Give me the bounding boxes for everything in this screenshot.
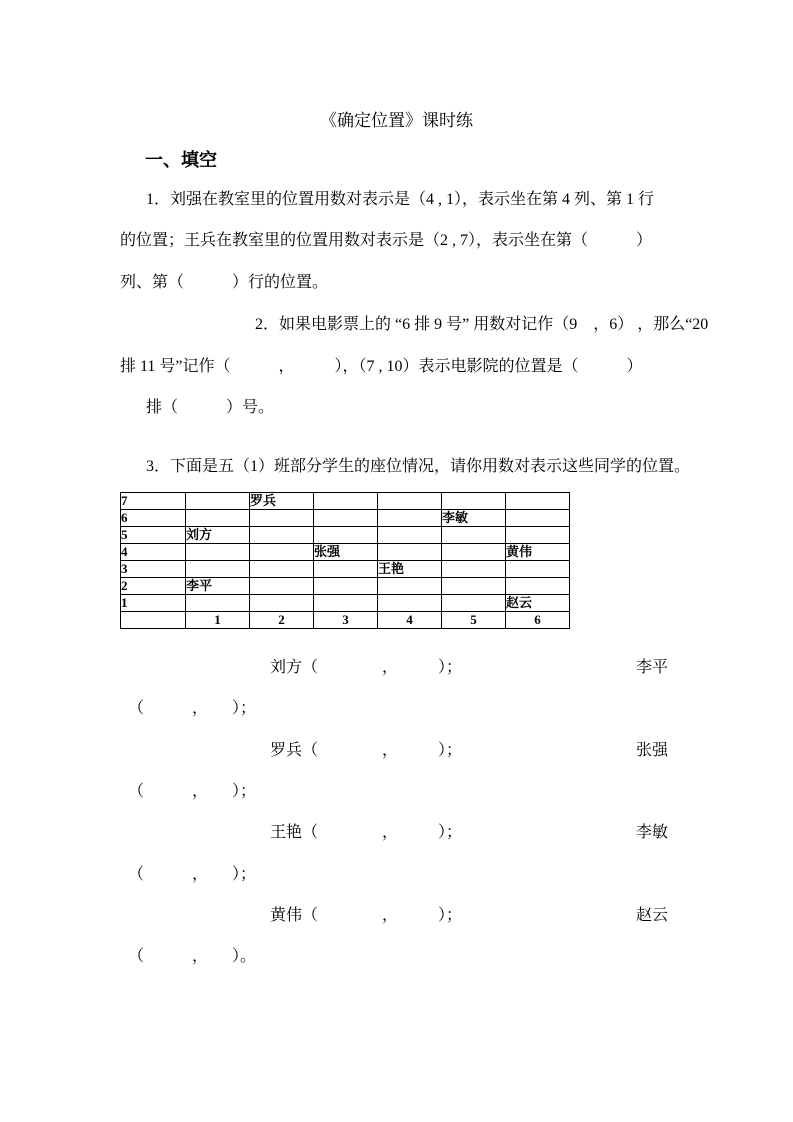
seating-grid-row xyxy=(121,578,570,595)
empty-seat-cell xyxy=(442,561,506,578)
coordinate-blank: （ ， ）； xyxy=(302,741,463,759)
empty-seat-cell xyxy=(442,544,506,561)
coordinate-blank: （ ， ）； xyxy=(302,906,463,924)
grid-row-label: 7 xyxy=(121,493,186,510)
empty-seat-cell xyxy=(378,527,442,544)
empty-seat-cell xyxy=(378,544,442,561)
answer-line xyxy=(120,810,668,851)
empty-seat-cell xyxy=(186,561,250,578)
coordinate-blank-continuation: （ ， ）。 xyxy=(128,948,257,966)
grid-col-label: 1 xyxy=(186,612,250,629)
grid-row-label: 5 xyxy=(121,527,186,544)
empty-seat-cell xyxy=(442,493,506,510)
seating-grid-row xyxy=(121,527,570,544)
empty-seat-cell xyxy=(314,493,378,510)
answer-left-group xyxy=(270,737,462,760)
question-2-line-2: 排 11 号”记作（ ， ），（7 , 10）表示电影院的位置是（ ） xyxy=(120,358,643,375)
empty-seat-cell xyxy=(506,561,570,578)
coordinate-blank: （ ， ）； xyxy=(302,824,463,842)
empty-seat-cell xyxy=(506,578,570,595)
empty-seat-cell xyxy=(378,578,442,595)
student-name-label: 张强 xyxy=(635,741,668,759)
seating-grid-row xyxy=(121,510,570,527)
grid-row-label: 3 xyxy=(121,561,186,578)
question-2-line-1: 2．如果电影票上的 “6 排 9 号” 用数对记作（9 ，6） ，那么“20 xyxy=(255,316,709,333)
empty-seat-cell xyxy=(186,544,250,561)
student-seat-cell: 张强 xyxy=(314,544,378,561)
empty-seat-cell xyxy=(186,595,250,612)
student-seat-cell: 李敏 xyxy=(442,510,506,527)
grid-corner-cell xyxy=(121,612,186,629)
empty-seat-cell xyxy=(186,493,250,510)
coordinate-blank-continuation: （ ， ）； xyxy=(128,700,257,718)
empty-seat-cell xyxy=(314,595,378,612)
seating-grid-table xyxy=(120,492,570,629)
empty-seat-cell xyxy=(250,527,314,544)
empty-seat-cell xyxy=(506,527,570,544)
empty-seat-cell xyxy=(314,527,378,544)
grid-col-label: 3 xyxy=(314,612,378,629)
grid-row-label: 4 xyxy=(121,544,186,561)
answer-left-group xyxy=(270,654,462,677)
seating-grid-row xyxy=(121,544,570,561)
empty-seat-cell xyxy=(186,510,250,527)
question-3-intro: 3．下面是五（1）班部分学生的座位情况，请你用数对表示这些同学的位置。 xyxy=(146,458,691,475)
seating-grid-row xyxy=(121,595,570,612)
grid-col-label: 4 xyxy=(378,612,442,629)
question-1-line-1: 1．刘强在教室里的位置用数对表示是（4 , 1），表示坐在第 4 列、第 1 行 xyxy=(146,191,655,208)
empty-seat-cell xyxy=(442,578,506,595)
student-name-label: 刘方 xyxy=(270,659,303,677)
question-1-line-2: 的位置；王兵在教室里的位置用数对表示是（2 , 7），表示坐在第（ ） xyxy=(120,232,653,249)
seating-grid-body xyxy=(121,493,570,629)
answer-left-group xyxy=(270,902,462,925)
empty-seat-cell xyxy=(250,561,314,578)
empty-seat-cell xyxy=(250,578,314,595)
empty-seat-cell xyxy=(250,595,314,612)
grid-row-label: 2 xyxy=(121,578,186,595)
student-name-label: 李平 xyxy=(635,659,668,677)
student-seat-cell: 王艳 xyxy=(378,561,442,578)
grid-row-label: 1 xyxy=(121,595,186,612)
answer-left-group xyxy=(270,819,462,842)
question-2-line-3: 排（ ）号。 xyxy=(146,399,275,416)
student-name-label: 赵云 xyxy=(635,906,668,924)
student-seat-cell: 刘方 xyxy=(186,527,250,544)
coordinate-blank-continuation: （ ， ）； xyxy=(128,865,257,883)
empty-seat-cell xyxy=(250,510,314,527)
answer-line xyxy=(120,645,668,686)
student-name-label: 黄伟 xyxy=(270,906,303,924)
student-seat-cell: 罗兵 xyxy=(250,493,314,510)
section-heading-fill-in-blanks: 一、填空 xyxy=(145,150,217,170)
empty-seat-cell xyxy=(506,493,570,510)
empty-seat-cell xyxy=(378,510,442,527)
empty-seat-cell xyxy=(506,510,570,527)
empty-seat-cell xyxy=(314,561,378,578)
question-1-line-3: 列、第（ ）行的位置。 xyxy=(120,274,329,291)
coordinate-blank: （ ， ）； xyxy=(302,659,463,677)
grid-col-label: 5 xyxy=(442,612,506,629)
student-name-label: 王艳 xyxy=(270,824,303,842)
answer-section xyxy=(120,645,668,975)
coordinate-blank-continuation: （ ， ）； xyxy=(128,783,257,801)
grid-row-label: 6 xyxy=(121,510,186,527)
answer-line xyxy=(120,728,668,769)
seating-grid-footer-row xyxy=(121,612,570,629)
answer-line xyxy=(120,893,668,934)
empty-seat-cell xyxy=(250,544,314,561)
grid-col-label: 2 xyxy=(250,612,314,629)
empty-seat-cell xyxy=(314,510,378,527)
empty-seat-cell xyxy=(442,527,506,544)
seating-grid-row xyxy=(121,561,570,578)
student-name-label: 李敏 xyxy=(635,824,668,842)
empty-seat-cell xyxy=(314,578,378,595)
student-name-label: 罗兵 xyxy=(270,741,303,759)
seating-grid-row xyxy=(121,493,570,510)
page-title: 《确定位置》课时练 xyxy=(320,111,473,130)
student-seat-cell: 赵云 xyxy=(506,595,570,612)
empty-seat-cell xyxy=(378,595,442,612)
grid-col-label: 6 xyxy=(506,612,570,629)
empty-seat-cell xyxy=(442,595,506,612)
empty-seat-cell xyxy=(378,493,442,510)
student-seat-cell: 李平 xyxy=(186,578,250,595)
student-seat-cell: 黄伟 xyxy=(506,544,570,561)
